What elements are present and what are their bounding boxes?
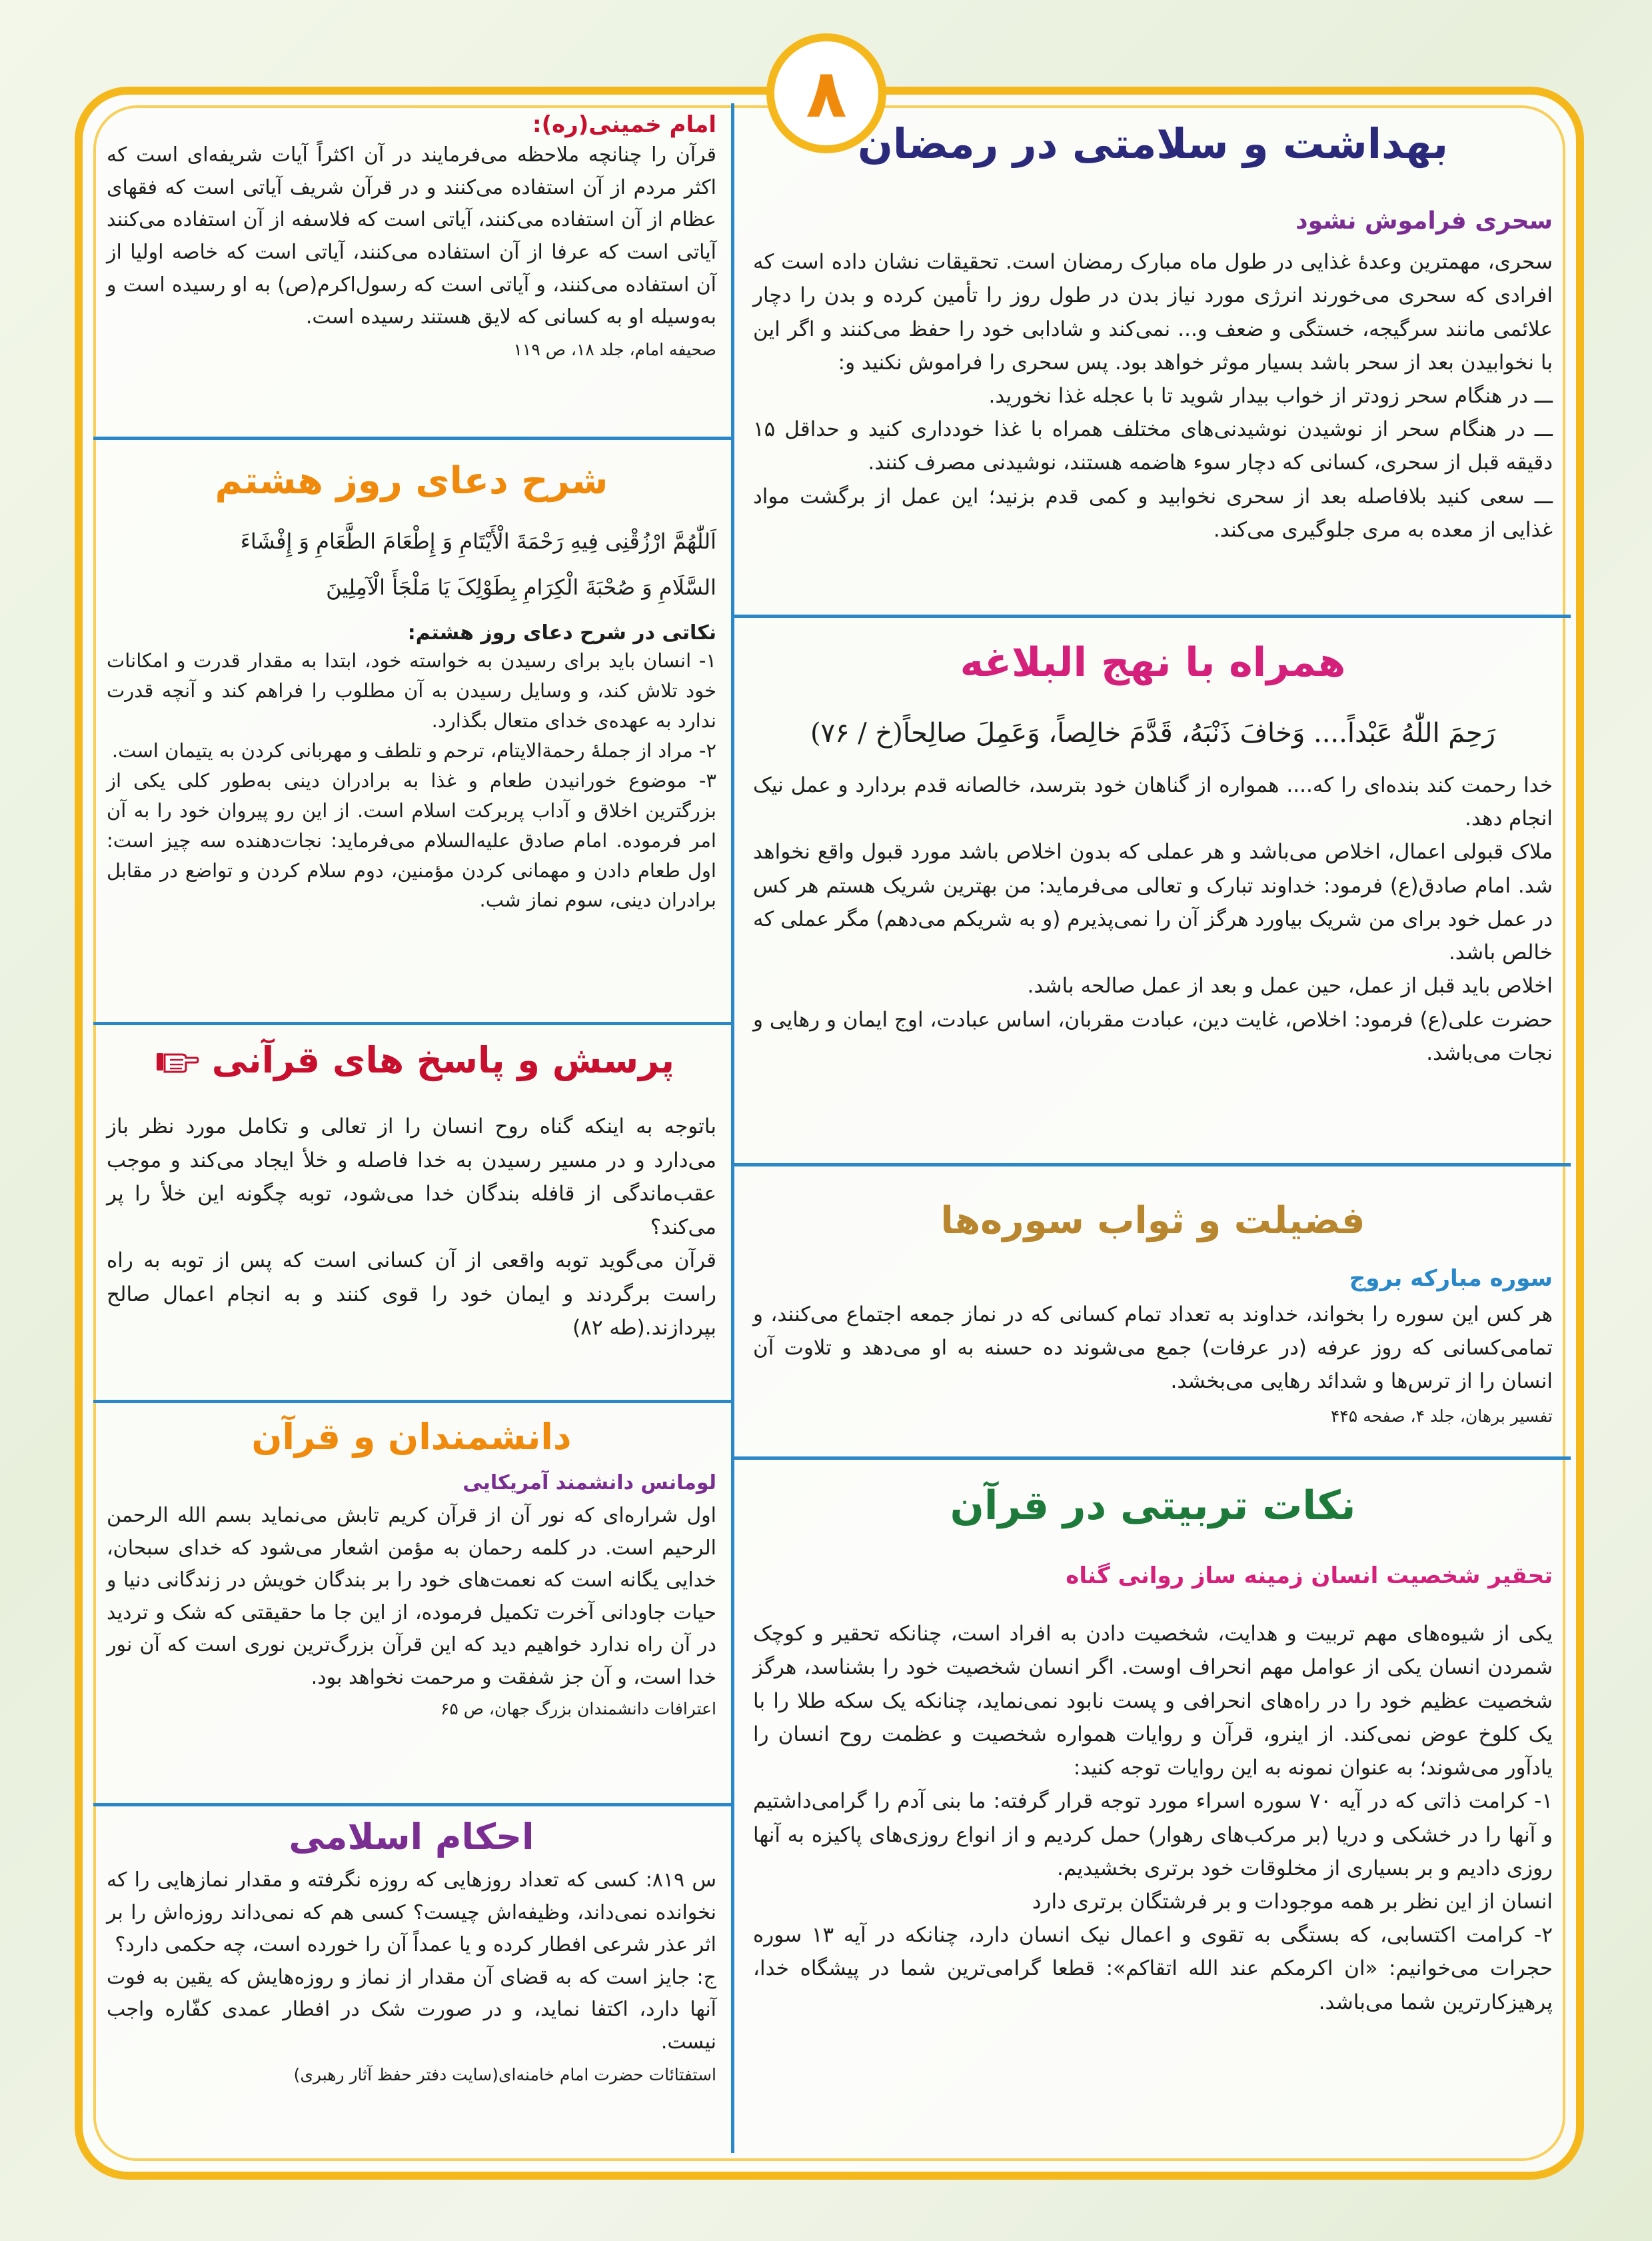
nahj-paragraph-3: اخلاص باید قبل از عمل، حین عمل و بعد از عمل صالحه باشد. <box>1027 974 1553 999</box>
scientists-title: دانشمندان و قرآن <box>251 1416 572 1458</box>
health-title: بهداشت و سلامتی در رمضان <box>857 119 1449 168</box>
khomeini-paragraph: قرآن را چنانچه ملاحظه می‌فرمایند در آن اکثراً آیات شریفه‌ای است که اکثر مردم از آن استفاده می‌کنند و در قرآن شریف آیاتی است که فقهای عظام از آن استفاده می‌کنند، آیاتی است که فلاسفه از آن استفاده می‌کنند آیاتی است که عرفا از آن استفاده می‌کنند، آیاتی است که خاصه اولیا از آن استفاده می‌کنند، و آیاتی است که رسول‌اکرم(ص) به او رسیده است و به‌وسیله او به کسانی که لایق هستند رسیده است. <box>107 143 716 329</box>
health-subtitle: سحری فراموش نشود <box>1295 207 1553 235</box>
scientists-source: اعترافات دانشمندان بزرگ جهان، ص ۶۵ <box>440 1698 716 1718</box>
tarbiat-title: نکات تربیتی در قرآن <box>950 1482 1356 1529</box>
health-bullet-2: ـــ در هنگام سحر از نوشیدن نوشیدنی‌های مختلف همراه با غذا خودداری کنید و حداقل ۱۵ دقیقه قبل از سحری، کسانی که دچار سوء هاضمه هستند، نوشیدنی مصرف کنند. <box>753 417 1553 475</box>
khomeini-section <box>107 110 716 361</box>
dua-arabic-line-2: السَّلَامِ وَ صُحْبَةَ الْکِرَامِ بِطَوْلِکَ یَا مَلْجَأَ الْآمِلِینَ <box>326 575 716 601</box>
pointing-hand-icon <box>155 1042 199 1083</box>
section-divider <box>93 1803 731 1806</box>
tarbiat-paragraph-3: انسان از این نظر بر همه موجودات و بر فرشتگان برتری دارد <box>1032 1889 1553 1914</box>
dua-point-1: ۱- انسان باید برای رسیدن به خواسته خود، ابتدا به مقدار قدرت و امکانات خود تلاش کند، و وسایل رسیدن به آن مطلوب را فراهم کند و آنچه قدرت ندارد به عهده‌ی خدای متعال بگذارد. <box>107 649 716 732</box>
health-bullet-3: ـــ سعی کنید بلافاصله بعد از سحری نخوابید و کمی قدم بزنید؛ این عمل از برگشت مواد غذایی از معده به مری جلوگیری می‌کند. <box>753 484 1553 542</box>
scientists-section <box>107 1416 716 1720</box>
dua-point-2: ۲- مراد از جملهٔ رحمة‌الایتام، ترحم و تلطف و مهربانی کردن به یتیمان است. <box>111 739 716 762</box>
scientists-paragraph: اول شراره‌ای که نور آن از قرآن کریم تابش می‌نماید بسم الله الرحمن الرحیم است. در کلمه رحمان به مؤمن اشعار می‌شود که خدای سبحان، خدایی یگانه است که نعمت‌های خود را بر بندگان خویش در زندگانی دنیا و حیات جاودانی آخرت تکمیل فرموده، از این جا ما حقیقتی که شک و تردید در آن راه ندارد خواهیم دید که این قرآن بزرگ‌ترین نوری است که آن نور خدا است، و آن جز شفقت و مرحمت نخواهد بود. <box>107 1504 716 1690</box>
tarbiat-paragraph-2: ۱- کرامت ذاتی که در آیه ۷۰ سوره اسراء مورد توجه قرار گرفته: ما بنی آدم را گرامی‌داشتیم و آنها را در خشکی و دریا (بر مرکب‌های رهوار) حمل کردیم و از انواع روزی‌های پاکیزه به آنها روزی دادیم و بر بسیاری از مخلوقات خود برتری بخشیدیم. <box>753 1789 1553 1880</box>
nahj-title: همراه با نهج البلاغه <box>960 639 1346 686</box>
khomeini-source: صحیفه امام، جلد ۱۸، ص ۱۱۹ <box>513 339 716 359</box>
page-number-badge: ۸ <box>766 33 886 153</box>
nahj-section <box>753 640 1553 1070</box>
ahkam-question: س ۸۱۹: کسی که تعداد روزهایی که روزه نگرفته و مقدار نمازهایی را که نخوانده نمی‌داند، وظیفه‌اش چیست؟ کسی هم که نمی‌داند روزه‌اش را بر اثر عذر شرعی افطار کرده و یا عمداً آن را خورده است، چه حکمی دارد؟ <box>107 1868 716 1957</box>
surah-subtitle: سوره مبارکه بروج <box>1349 1265 1553 1292</box>
section-divider <box>93 1022 731 1025</box>
qa-section <box>107 1040 716 1344</box>
section-divider <box>734 1163 1571 1166</box>
surah-title: فضیلت و ثواب سوره‌ها <box>940 1199 1365 1242</box>
health-paragraph: سحری، مهمترین وعدهٔ غذایی در طول ماه مبارک رمضان است. تحقیقات نشان داده است که افرادی که سحری می‌خورند انرژی مورد نیاز بدن در طول روز را تأمین کرده و بدن را دچار علائمی مانند سرگیجه، خستگی و ضعف و... نمی‌کند و شادابی خود را حفظ می‌کنند و اگر این با نخوابیدن بعد از سحر باشد بسیار موثر خواهد بود. پس سحری را فراموش نکنید و: <box>753 250 1553 375</box>
health-bullet-1: ـــ در هنگام سحر زودتر از خواب بیدار شوید تا با عجله غذا نخورید. <box>988 383 1553 408</box>
health-section <box>753 110 1553 547</box>
tarbiat-subtitle: تحقیر شخصیت انسان زمینه ساز روانی گناه <box>1066 1562 1553 1589</box>
tarbiat-section <box>753 1483 1553 2019</box>
dua-heading: نکاتی در شرح دعای روز هشتم: <box>407 621 716 645</box>
qa-title-row <box>107 1040 716 1083</box>
qa-question: باتوجه به اینکه گناه روح انسان را از تعالی و تکامل مورد نظر باز می‌دارد و در مسیر رسیدن به خدا فاصله و خلأ ایجاد می‌کند و موجب عقب‌ماندگی از قافله بندگان خدا می‌شود، توبه چگونه این خلأ را پر می‌کند؟ <box>107 1115 716 1240</box>
tarbiat-paragraph-1: یکی از شیوه‌های مهم تربیت و هدایت، شخصیت دادن به افراد است، چنانکه تحقیر و کوچک شمردن انسان یکی از عوامل مهم انحراف اوست. اگر انسان شخصیت خود را بشناسد، هرگز شخصیت عظیم خود را در راه‌های انحرافی و پست نابود نمی‌نماید، چنانکه یک سکه طلا را با یک کلوخ عوض نمی‌کند. از اینرو، قرآن و روایات همواره شخصیت و عظمت روح انسان را یادآور می‌شوند؛ به عنوان نمونه به این روایات توجه کنید: <box>753 1622 1553 1780</box>
qa-title: پرسش و پاسخ های قرآنی <box>211 1039 675 1081</box>
scientists-subtitle: لومانس دانشمند آمریکایی <box>462 1471 716 1495</box>
section-divider <box>93 437 731 440</box>
ahkam-section <box>107 1816 716 2086</box>
nahj-arabic: رَحِمَ اللّٰهُ عَبْداً.... وَخافَ ذَنْبَهُ، قَدَّمَ خالِصاً، وَعَمِلَ صالِحاً(خ / ۷۶) <box>810 718 1495 749</box>
dua-point-3: ۳- موضوع خورانیدن طعام و غذا به برادران دینی به‌طور کلی یکی از بزرگترین اخلاق و آداب پربرکت اسلام است. از این رو پیروان خود را به آن امر فرموده. امام صادق علیه‌السلام می‌فرماید: نجات‌دهنده سه چیز است: اول طعام دادن و مهمانی کردن مؤمنین، دوم سلام کردن و تواضع در مقابل برادران دینی، سوم نماز شب. <box>107 769 716 912</box>
dua-arabic-line-1: اَللّٰهُمَّ ارْزُقْنِی فِیهِ رَحْمَةَ الْأَیْتَامِ وَ إِطْعَامَ الطَّعَامِ وَ إِفْشَاءَ <box>240 529 716 555</box>
tarbiat-paragraph-4: ۲- کرامت اکتسابی، که بستگی به تقوی و اعمال نیک انسان دارد، چنانکه در آیه ۱۳ سوره حجرات می‌خوانیم: «ان اکرمکم عند الله اتقاکم»: قطعا گرامی‌ترین شما در پیشگاه خدا، پرهیزکارترین شما می‌باشد. <box>753 1923 1553 2014</box>
dua-section <box>107 460 716 915</box>
qa-answer: قرآن می‌گوید توبه واقعی از آن کسانی است که پس از توبه به راه راست برگردند و ایمان خود را قوی کنند و به انجام اعمال صالح بپردازند.(طه ۸۲) <box>107 1248 716 1340</box>
column-divider <box>731 103 734 2153</box>
ahkam-title: احکام اسلامی <box>289 1816 534 1858</box>
section-divider <box>734 1456 1571 1460</box>
section-divider <box>734 615 1571 618</box>
surah-paragraph: هر کس این سوره را بخواند، خداوند به تعداد تمام کسانی که در نماز جمعه اجتماع می‌کنند، و تمامی‌کسانی که روز عرفه (در عرفات) جمع می‌شوند ده حسنه به او می‌دهد و تلاوت آن انسان را از ترس‌ها و شدائد رهایی می‌بخشد. <box>753 1302 1553 1394</box>
surah-section <box>753 1200 1553 1428</box>
nahj-paragraph-1: خدا رحمت کند بنده‌ای را که.... همواره از گناهان خود بترسد، خالصانه قدم بردارد و عمل نیک انجام دهد. <box>753 773 1553 831</box>
dua-title: شرح دعای روز هشتم <box>215 459 608 503</box>
nahj-paragraph-4: حضرت علی(ع) فرمود: اخلاص، غایت دین، عبادت مقربان، اساس عبادت، اوج ایمان و رهایی و نجات می‌باشد. <box>753 1007 1553 1065</box>
section-divider <box>93 1400 731 1403</box>
ahkam-answer: ج: جایز است که به قضای آن مقدار از نماز و روزه‌هایش که یقین به فوت آنها دارد، اکتفا نماید، و در صورت شک در افطار عمدی کفّاره واجب نیست. <box>107 1965 716 2054</box>
nahj-paragraph-2: ملاک قبولی اعمال، اخلاص می‌باشد و هر عملی که بدون اخلاص باشد مورد قبول واقع نخواهد شد. امام صادق(ع) فرمود: خداوند تبارک و تعالی می‌فرماید: من بهترین شریک هستم هر کس در عمل خود برای من شریک بیاورد هرگز آن را نمی‌پذیرم (و به شریکم می‌دهم) مگر عملی که خالص باشد. <box>753 840 1553 965</box>
ahkam-source: استفتائات حضرت امام خامنه‌ای(سایت دفتر حفظ آثار رهبری) <box>293 2064 716 2084</box>
khomeini-title: امام خمینی(ره): <box>532 111 716 138</box>
surah-source: تفسیر برهان، جلد ۴، صفحه ۴۴۵ <box>1330 1406 1553 1426</box>
